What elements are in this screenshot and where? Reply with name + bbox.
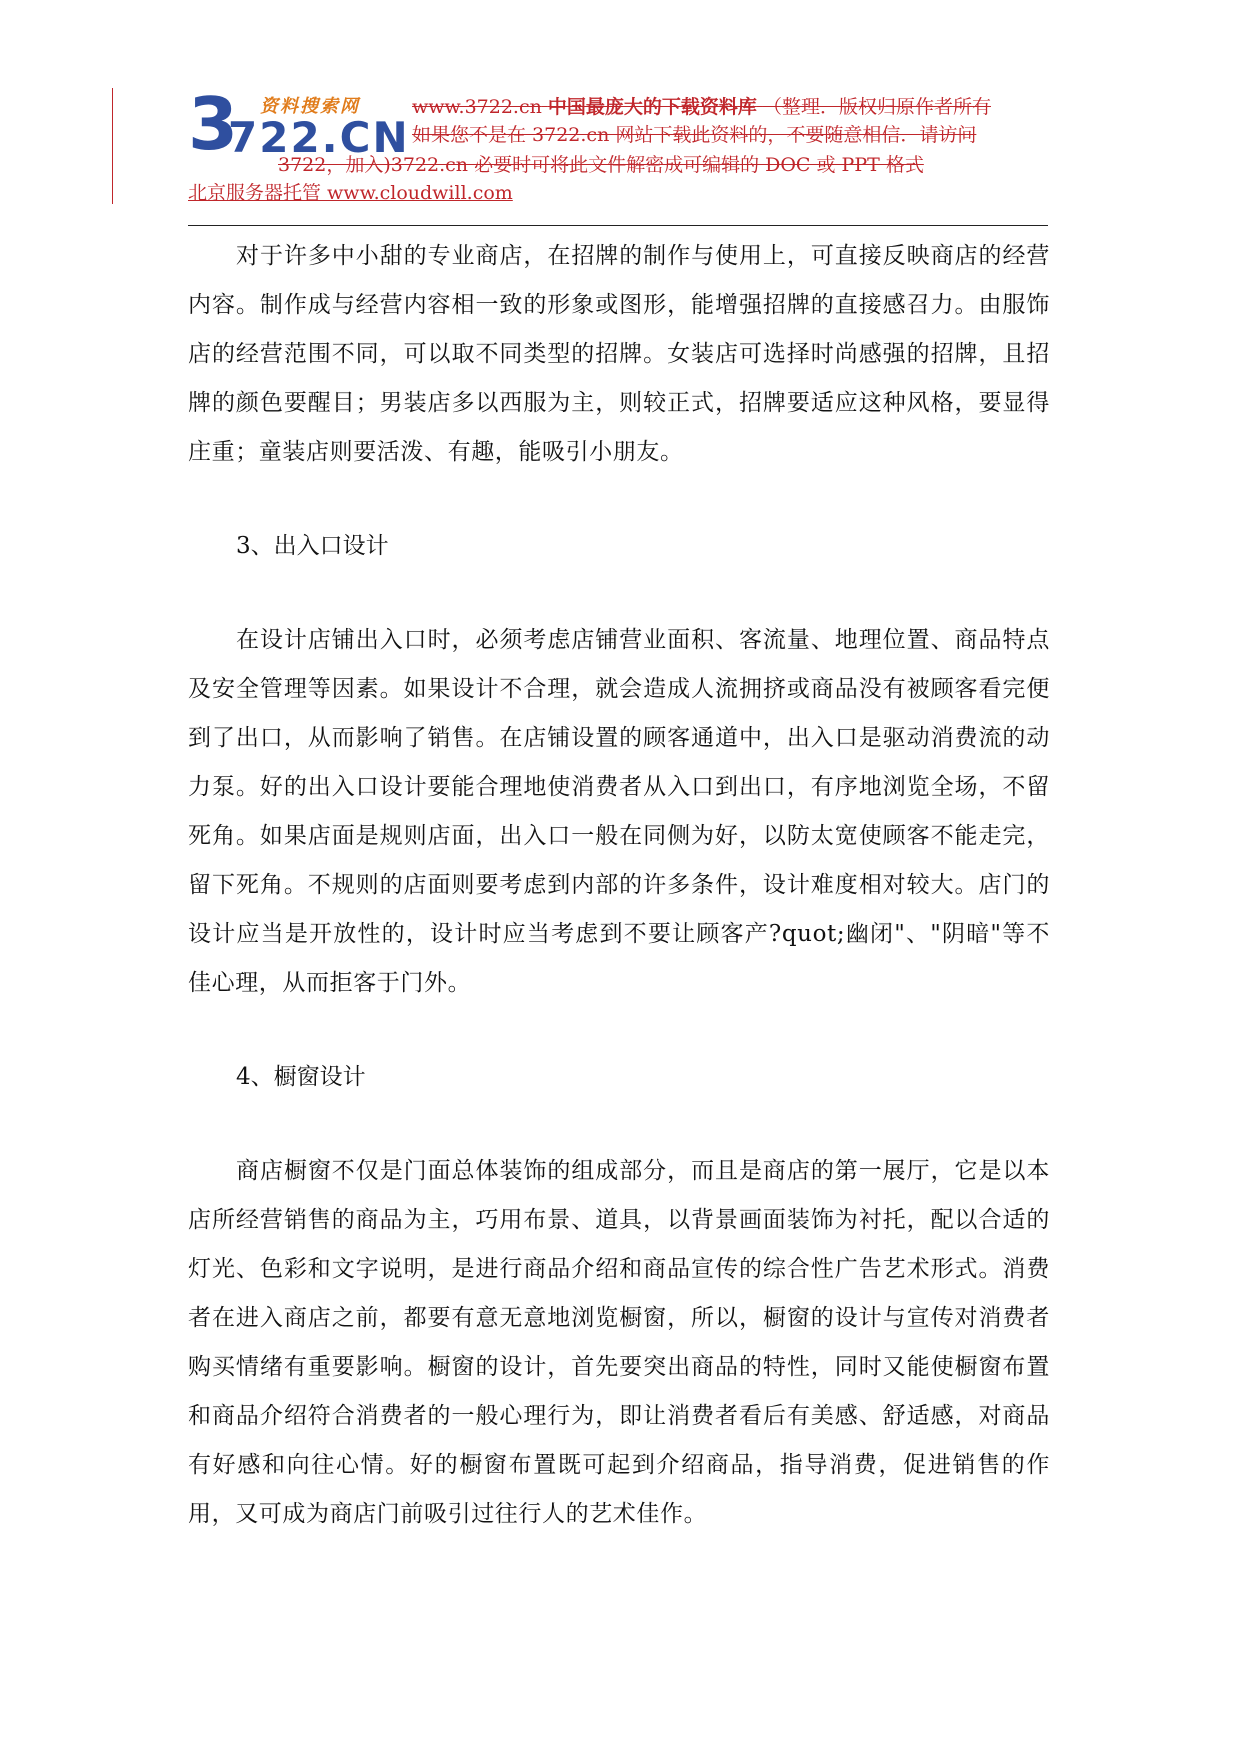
document-header [188,84,1068,212]
header-line-2: 如果您不是在 3722.cn 网站下载此资料的，不要随意相信．请访问 [412,124,977,146]
site-url-link[interactable]: www.3722.cn [412,96,542,118]
header-divider [188,225,1048,226]
section-heading-entrance: 3、出入口设计 [236,533,389,559]
hosting-ad-link[interactable]: 北京服务器托管 www.cloudwill.com [188,182,513,204]
document-body [188,232,1050,1539]
paragraph-entrance: 在设计店铺出入口时，必须考虑店铺营业面积、客流量、地理位置、商品特点及安全管理等因素。如果设计不合理，就会造成人流拥挤或商品没有被顾客看完便到了出口，从而影响了销售。在店铺设置的顾客通道中，出入口是驱动消费流的动力泵。好的出入口设计要能合理地使消费者从入口到出口，有序地浏览全场，不留死角。如果店面是规则店面，出入口一般在同侧为好，以防太宽使顾客不能走完，留下死角。不规则的店面则要考虑到内部的许多条件，设计难度相对较大。店门的设计应当是开放性的，设计时应当考虑到不要让顾客产?quot;幽闭"、"阴暗"等不佳心理，从而拒客于门外。 [188,627,1050,996]
margin-marker-line [112,88,113,204]
section-heading-window: 4、橱窗设计 [236,1064,366,1090]
header-line-1 [412,92,991,119]
logo-digit: 3 [188,82,237,166]
logo-tagline: 资料搜索网 [260,96,360,117]
paragraph-window: 商店橱窗不仅是门面总体装饰的组成部分，而且是商店的第一展厅，它是以本店所经营销售的商品为主，巧用布景、道具，以背景画面装饰为衬托，配以合适的灯光、色彩和文字说明，是进行商品介绍和商品宣传的综合性广告艺术形式。消费者在进入商店之前，都要有意无意地浏览橱窗，所以，橱窗的设计与宣传对消费者购买情绪有重要影响。橱窗的设计，首先要突出商品的特性，同时又能使橱窗布置和商品介绍符合消费者的一般心理行为，即让消费者看后有美感、舒适感，对商品有好感和向往心情。好的橱窗布置既可起到介绍商品，指导消费，促进销售的作用，又可成为商店门前吸引过往行人的艺术佳作。 [188,1158,1050,1527]
site-slogan: 中国最庞大的下载资料库 [547,96,757,118]
logo-wordmark: 722.CN [228,113,410,162]
copyright-note: （整理．版权归原作者所有 [762,96,991,118]
paragraph-signboard: 对于许多中小甜的专业商店，在招牌的制作与使用上，可直接反映商店的经营内容。制作成与经营内容相一致的形象或图形，能增强招牌的直接感召力。由服饰店的经营范围不同，可以取不同类型的招牌。女装店可选择时尚感强的招牌，且招牌的颜色要醒目；男装店多以西服为主，则较正式，招牌要适应这种风格，要显得庄重；童装店则要活泼、有趣，能吸引小朋友。 [188,243,1050,465]
header-line-3: 3722，加入)3722.cn 必要时可将此文件解密成可编辑的 DOC 或 PPT 格式 [278,154,924,176]
